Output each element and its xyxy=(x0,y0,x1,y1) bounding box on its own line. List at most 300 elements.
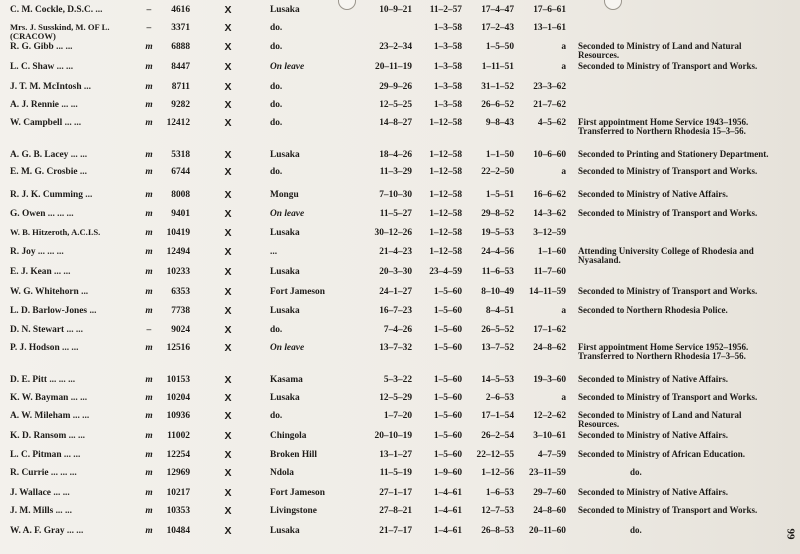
date-of-birth-cell: 20–10–19 xyxy=(374,431,412,441)
mark-cell: X xyxy=(224,117,232,129)
leader-dots: ... xyxy=(89,306,97,316)
table-row xyxy=(0,82,800,102)
date-of-birth-cell: 13–1–27 xyxy=(379,450,412,460)
date-leave-cell: 17–6–61 xyxy=(533,5,566,15)
date-leave-cell: 23–3–62 xyxy=(533,82,566,92)
date-leave-cell: 24–8–62 xyxy=(533,343,566,353)
remarks-cell: Seconded to Northern Rhodesia Police. xyxy=(578,305,728,315)
number-cell: 7738 xyxy=(171,306,190,316)
leader-dots: ... ... ... xyxy=(37,247,64,257)
date-first-appointment-cell: 12–7–53 xyxy=(481,506,514,516)
sex-cell: m xyxy=(145,375,153,385)
name-cell: Mrs. J. Susskind, M. OF L. (CRACOW) xyxy=(10,22,110,41)
remarks-cell: Seconded to Ministry of African Education. xyxy=(578,449,746,459)
date-leave-cell: 29–7–60 xyxy=(533,488,566,498)
number-cell: 11002 xyxy=(167,431,190,441)
number-cell: 6744 xyxy=(171,167,190,177)
sex-cell: m xyxy=(145,393,153,403)
date-leave-cell: a xyxy=(561,393,566,403)
table-row xyxy=(0,450,800,470)
leader-dots: ... ... xyxy=(62,343,79,353)
date-leave-cell: 16–6–62 xyxy=(533,190,566,200)
date-of-birth-cell: 10–9–21 xyxy=(379,5,412,15)
table-row xyxy=(0,5,800,25)
mark-cell: X xyxy=(224,342,232,354)
mark-cell: X xyxy=(224,487,232,499)
number-cell: 8008 xyxy=(171,190,190,200)
table-row xyxy=(0,431,800,451)
remarks-cell: Seconded to Ministry of Transport and Works. xyxy=(578,166,758,176)
date-leave-cell: 3–12–59 xyxy=(533,228,566,238)
date-of-birth-cell: 11–5–19 xyxy=(379,468,412,478)
sex-cell: m xyxy=(145,118,153,128)
leader-dots: ... ... xyxy=(53,488,70,498)
date-cell: 1–5–60 xyxy=(433,411,462,421)
date-cell: 1–3–58 xyxy=(433,100,462,110)
station-cell: Livingstone xyxy=(270,506,317,516)
date-first-appointment-cell: 8–4–51 xyxy=(485,306,514,316)
name-cell: R. J. K. Cumming ... xyxy=(10,190,93,200)
leader-dots: ... ... ... xyxy=(47,209,74,219)
date-leave-cell: 21–7–62 xyxy=(533,100,566,110)
table-row xyxy=(0,306,800,326)
name-cell: R. Currie ... ... ... xyxy=(10,468,77,478)
date-of-birth-cell: 1–7–20 xyxy=(383,411,412,421)
date-first-appointment-cell: 17–4–47 xyxy=(481,5,514,15)
table-row xyxy=(0,118,800,138)
sex-cell: m xyxy=(145,190,153,200)
sex-cell: m xyxy=(145,62,153,72)
number-cell: 12516 xyxy=(166,343,190,353)
name-cell: J. T. M. McIntosh ... xyxy=(10,82,91,92)
number-cell: 3371 xyxy=(171,23,190,33)
name-cell: A. G. B. Lacey ... ... xyxy=(10,150,88,160)
mark-cell: X xyxy=(224,149,232,161)
page-number: 99 xyxy=(784,528,797,540)
date-leave-cell: 4–7–59 xyxy=(537,450,566,460)
date-leave-cell: 10–6–60 xyxy=(533,150,566,160)
station-cell: Lusaka xyxy=(270,306,300,316)
date-cell: 1–12–58 xyxy=(429,167,462,177)
leader-dots: ... ... xyxy=(68,431,86,441)
remarks-cell: First appointment Home Service 1952–1956. Transferred to Northern Rhodesia 17–3–56. xyxy=(578,342,749,362)
name-cell: P. J. Hodson ... ... xyxy=(10,343,79,353)
name-cell: K. W. Bayman ... ... xyxy=(10,393,88,403)
date-of-birth-cell: 12–5–29 xyxy=(379,393,412,403)
date-first-appointment-cell: 26–8–53 xyxy=(481,526,514,536)
station-cell: On leave xyxy=(270,209,305,219)
leader-dots: ... xyxy=(79,167,87,177)
name-cell: L. C. Shaw ... ... xyxy=(10,62,74,72)
date-cell: 1–12–58 xyxy=(429,118,462,128)
date-of-birth-cell: 21–7–17 xyxy=(379,526,412,536)
name-cell: J. M. Mills ... ... xyxy=(10,506,72,516)
date-cell: 1–5–60 xyxy=(433,450,462,460)
mark-cell: X xyxy=(224,392,232,404)
date-first-appointment-cell: 1–11–51 xyxy=(481,62,514,72)
remarks-cell: Seconded to Ministry of Land and Natural Resources. xyxy=(578,41,742,61)
mark-cell: X xyxy=(224,467,232,479)
date-cell: 1–4–61 xyxy=(433,526,462,536)
remarks-cell: Seconded to Ministry of Transport and Works. xyxy=(578,61,758,71)
date-leave-cell: 11–7–60 xyxy=(533,267,566,277)
station-cell: do. xyxy=(270,118,283,128)
date-cell: 1–5–60 xyxy=(433,431,462,441)
date-first-appointment-cell: 1–5–51 xyxy=(485,190,514,200)
date-of-birth-cell: 14–8–27 xyxy=(379,118,412,128)
number-cell: 10353 xyxy=(166,506,190,516)
table-row xyxy=(0,526,800,546)
table-row xyxy=(0,209,800,229)
date-of-birth-cell: 7–4–26 xyxy=(383,325,412,335)
date-of-birth-cell: 12–5–25 xyxy=(379,100,412,110)
sex-cell: m xyxy=(145,506,153,516)
leader-dots: ... ... xyxy=(66,325,83,335)
date-cell: 1–12–58 xyxy=(429,247,462,257)
date-cell: 1–5–60 xyxy=(433,393,462,403)
number-cell: 10233 xyxy=(166,267,190,277)
date-leave-cell: 20–11–60 xyxy=(529,526,566,536)
sex-cell: m xyxy=(145,488,153,498)
date-of-birth-cell: 11–5–27 xyxy=(379,209,412,219)
remarks-cell: Seconded to Ministry of Transport and Works. xyxy=(578,505,758,515)
leader-dots: ... ... ... xyxy=(50,468,77,478)
date-cell: 1–12–58 xyxy=(429,190,462,200)
sex-cell: m xyxy=(145,209,153,219)
date-first-appointment-cell: 14–5–53 xyxy=(481,375,514,385)
station-cell: Fort Jameson xyxy=(270,488,325,498)
number-cell: 8447 xyxy=(171,62,190,72)
sex-cell: m xyxy=(145,468,153,478)
date-leave-cell: 4–5–62 xyxy=(537,118,566,128)
date-of-birth-cell: 27–1–17 xyxy=(379,488,412,498)
number-cell: 12969 xyxy=(166,468,190,478)
date-cell: 1–12–58 xyxy=(429,209,462,219)
mark-cell: X xyxy=(224,410,232,422)
name-cell: E. J. Kean ... ... xyxy=(10,267,71,277)
date-cell: 1–4–61 xyxy=(433,506,462,516)
station-cell: do. xyxy=(270,23,283,33)
station-cell: do. xyxy=(270,100,283,110)
name-cell: J. Wallace ... ... xyxy=(10,488,70,498)
date-first-appointment-cell: 1–5–50 xyxy=(485,42,514,52)
date-of-birth-cell: 29–9–26 xyxy=(379,82,412,92)
date-first-appointment-cell: 26–2–54 xyxy=(481,431,514,441)
table-row xyxy=(0,23,800,43)
remarks-cell: Attending University College of Rhodesia and Nyasaland. xyxy=(578,246,754,266)
date-cell: 11–2–57 xyxy=(429,5,462,15)
date-leave-cell: a xyxy=(561,306,566,316)
station-cell: Lusaka xyxy=(270,526,300,536)
date-first-appointment-cell: 29–8–52 xyxy=(481,209,514,219)
name-cell: W. A. F. Gray ... ... xyxy=(10,526,84,536)
mark-cell: X xyxy=(224,374,232,386)
station-cell: Lusaka xyxy=(270,228,300,238)
date-first-appointment-cell: 17–1–54 xyxy=(481,411,514,421)
sex-cell: m xyxy=(145,343,153,353)
table-row xyxy=(0,343,800,363)
date-cell: 1–5–60 xyxy=(433,325,462,335)
date-of-birth-cell: 20–3–30 xyxy=(379,267,412,277)
mark-cell: X xyxy=(224,166,232,178)
date-cell: 1–5–60 xyxy=(433,343,462,353)
date-of-birth-cell: 13–7–32 xyxy=(379,343,412,353)
mark-cell: X xyxy=(224,189,232,201)
sex-cell: m xyxy=(145,247,153,257)
station-cell: Lusaka xyxy=(270,393,300,403)
leader-dots: ... xyxy=(95,5,103,15)
station-cell: Lusaka xyxy=(270,150,300,160)
number-cell: 10419 xyxy=(166,228,190,238)
date-leave-cell: 13–1–61 xyxy=(533,23,566,33)
date-first-appointment-cell: 1–1–50 xyxy=(485,150,514,160)
date-first-appointment-cell: 2–6–53 xyxy=(485,393,514,403)
date-first-appointment-cell: 22–2–50 xyxy=(481,167,514,177)
date-leave-cell: 3–10–61 xyxy=(533,431,566,441)
date-cell: 1–3–58 xyxy=(433,82,462,92)
name-cell: K. D. Ransom ... ... xyxy=(10,431,86,441)
mark-cell: X xyxy=(224,324,232,336)
number-cell: 9401 xyxy=(171,209,190,219)
number-cell: 10217 xyxy=(166,488,190,498)
sex-cell: – xyxy=(146,325,152,335)
name-cell: R. Joy ... ... ... xyxy=(10,247,64,257)
leader-dots: ... ... xyxy=(66,526,84,536)
date-first-appointment-cell: 13–7–52 xyxy=(481,343,514,353)
name-cell: L. D. Barlow-Jones ... xyxy=(10,306,97,316)
sex-cell: m xyxy=(145,306,153,316)
leader-dots: ... ... xyxy=(63,450,81,460)
date-first-appointment-cell: 17–2–43 xyxy=(481,23,514,33)
number-cell: 5318 xyxy=(171,150,190,160)
leader-dots: ... ... xyxy=(56,42,73,52)
date-of-birth-cell: 11–3–29 xyxy=(379,167,412,177)
number-cell: 10484 xyxy=(166,526,190,536)
number-cell: 9024 xyxy=(171,325,190,335)
date-leave-cell: 1–1–60 xyxy=(537,247,566,257)
date-leave-cell: 14–3–62 xyxy=(533,209,566,219)
number-cell: 12254 xyxy=(166,450,190,460)
station-cell: do. xyxy=(270,411,283,421)
station-cell: do. xyxy=(270,325,283,335)
date-cell: 1–4–61 xyxy=(433,488,462,498)
sex-cell: m xyxy=(145,42,153,52)
date-leave-cell: 12–2–62 xyxy=(533,411,566,421)
sex-cell: m xyxy=(145,450,153,460)
mark-cell: X xyxy=(224,449,232,461)
date-leave-cell: a xyxy=(561,42,566,52)
remarks-cell: Seconded to Printing and Stationery Department. xyxy=(578,149,769,159)
table-row xyxy=(0,267,800,287)
remarks-cell: Seconded to Ministry of Transport and Works. xyxy=(578,286,758,296)
mark-cell: X xyxy=(224,4,232,16)
number-cell: 4616 xyxy=(171,5,190,15)
date-of-birth-cell: 7–10–30 xyxy=(379,190,412,200)
mark-cell: X xyxy=(224,41,232,53)
date-first-appointment-cell: 24–4–56 xyxy=(481,247,514,257)
mark-cell: X xyxy=(224,227,232,239)
date-cell: 23–4–59 xyxy=(429,267,462,277)
remarks-cell: Seconded to Ministry of Transport and Works. xyxy=(578,392,758,402)
date-of-birth-cell: 21–4–23 xyxy=(379,247,412,257)
name-cell: E. M. G. Crosbie ... xyxy=(10,167,87,177)
sex-cell: – xyxy=(146,23,152,33)
date-cell: 1–5–60 xyxy=(433,375,462,385)
name-cell: W. G. Whitehorn ... xyxy=(10,287,89,297)
number-cell: 12412 xyxy=(166,118,190,128)
mark-cell: X xyxy=(224,305,232,317)
leader-dots: ... ... xyxy=(70,150,88,160)
leader-dots: ... ... ... xyxy=(49,375,76,385)
date-cell: 1–12–58 xyxy=(429,150,462,160)
name-cell: A. J. Rennie ... ... xyxy=(10,100,78,110)
date-leave-cell: 17–1–62 xyxy=(533,325,566,335)
number-cell: 10936 xyxy=(166,411,190,421)
remarks-cell: Seconded to Ministry of Native Affairs. xyxy=(578,374,728,384)
sex-cell: m xyxy=(145,167,153,177)
date-cell: 1–3–58 xyxy=(433,23,462,33)
mark-cell: X xyxy=(224,246,232,258)
station-cell: ... xyxy=(270,247,278,257)
sex-cell: – xyxy=(146,5,152,15)
date-leave-cell: a xyxy=(561,167,566,177)
remarks-cell: Seconded to Ministry of Native Affairs. xyxy=(578,487,728,497)
sex-cell: m xyxy=(145,82,153,92)
name-cell: D. E. Pitt ... ... ... xyxy=(10,375,76,385)
date-of-birth-cell: 30–12–26 xyxy=(374,228,412,238)
table-row xyxy=(0,411,800,431)
name-cell: A. W. Mileham ... ... xyxy=(10,411,90,421)
date-cell: 1–12–58 xyxy=(429,228,462,238)
remarks-cell: Seconded to Ministry of Transport and Works. xyxy=(578,208,758,218)
date-leave-cell: a xyxy=(561,62,566,72)
station-cell: do. xyxy=(270,42,283,52)
date-leave-cell: 14–11–59 xyxy=(529,287,566,297)
mark-cell: X xyxy=(224,505,232,517)
name-cell: L. C. Pitman ... ... xyxy=(10,450,81,460)
name-cell: G. Owen ... ... ... xyxy=(10,209,74,219)
leader-dots: ... xyxy=(81,287,89,297)
table-row xyxy=(0,287,800,307)
leader-dots: ... ... xyxy=(70,393,88,403)
station-cell: do. xyxy=(270,82,283,92)
date-of-birth-cell: 18–4–26 xyxy=(379,150,412,160)
station-cell: Mongu xyxy=(270,190,299,200)
name-cell: W. B. Hitzeroth, A.C.I.S. xyxy=(10,227,101,237)
date-of-birth-cell: 16–7–23 xyxy=(379,306,412,316)
date-of-birth-cell: 23–2–34 xyxy=(379,42,412,52)
date-cell: 1–5–60 xyxy=(433,306,462,316)
date-leave-cell: 24–8–60 xyxy=(533,506,566,516)
date-cell: 1–3–58 xyxy=(433,62,462,72)
table-row xyxy=(0,62,800,82)
date-cell: 1–5–60 xyxy=(433,287,462,297)
date-leave-cell: 23–11–59 xyxy=(529,468,566,478)
station-cell: Lusaka xyxy=(270,5,300,15)
sex-cell: m xyxy=(145,150,153,160)
mark-cell: X xyxy=(224,81,232,93)
mark-cell: X xyxy=(224,208,232,220)
mark-cell: X xyxy=(224,61,232,73)
table-row xyxy=(0,468,800,488)
sex-cell: m xyxy=(145,100,153,110)
station-cell: On leave xyxy=(270,62,305,72)
station-cell: Lusaka xyxy=(270,267,300,277)
date-leave-cell: 19–3–60 xyxy=(533,375,566,385)
remarks-cell: Seconded to Ministry of Native Affairs. xyxy=(578,189,728,199)
sex-cell: m xyxy=(145,526,153,536)
leader-dots: ... xyxy=(85,190,93,200)
date-of-birth-cell: 5–3–22 xyxy=(383,375,412,385)
leader-dots: ... ... xyxy=(61,100,78,110)
station-cell: Kasama xyxy=(270,375,303,385)
table-row xyxy=(0,247,800,267)
leader-dots: ... ... xyxy=(72,411,90,421)
table-row xyxy=(0,42,800,62)
sex-cell: m xyxy=(145,267,153,277)
number-cell: 6353 xyxy=(171,287,190,297)
leader-dots: ... ... xyxy=(55,506,72,516)
date-first-appointment-cell: 1–6–53 xyxy=(485,488,514,498)
leader-dots: ... ... xyxy=(64,118,82,128)
date-first-appointment-cell: 1–12–56 xyxy=(481,468,514,478)
date-first-appointment-cell: 31–1–52 xyxy=(481,82,514,92)
number-cell: 8711 xyxy=(171,82,190,92)
name-cell: R. G. Gibb ... ... xyxy=(10,42,73,52)
mark-cell: X xyxy=(224,286,232,298)
remarks-cell: Seconded to Ministry of Land and Natural Resources. xyxy=(578,410,742,430)
number-cell: 12494 xyxy=(166,247,190,257)
date-first-appointment-cell: 26–6–52 xyxy=(481,100,514,110)
remarks-cell: First appointment Home Service 1943–1956. Transferred to Northern Rhodesia 15–3–56. xyxy=(578,117,749,137)
date-first-appointment-cell: 8–10–49 xyxy=(481,287,514,297)
station-cell: do. xyxy=(270,167,283,177)
mark-cell: X xyxy=(224,22,232,34)
date-of-birth-cell: 24–1–27 xyxy=(379,287,412,297)
number-cell: 10153 xyxy=(166,375,190,385)
remarks-cell: Seconded to Ministry of Native Affairs. xyxy=(578,430,728,440)
date-first-appointment-cell: 19–5–53 xyxy=(481,228,514,238)
leader-dots: ... ... xyxy=(56,62,74,72)
date-first-appointment-cell: 9–8–43 xyxy=(485,118,514,128)
number-cell: 9282 xyxy=(171,100,190,110)
number-cell: 10204 xyxy=(166,393,190,403)
name-cell: D. N. Stewart ... ... xyxy=(10,325,83,335)
date-first-appointment-cell: 26–5–52 xyxy=(481,325,514,335)
date-first-appointment-cell: 11–6–53 xyxy=(481,267,514,277)
station-cell: On leave xyxy=(270,343,305,353)
sex-cell: m xyxy=(145,411,153,421)
mark-cell: X xyxy=(224,430,232,442)
name-cell: W. Campbell ... ... xyxy=(10,118,82,128)
number-cell: 6888 xyxy=(171,42,190,52)
mark-cell: X xyxy=(224,525,232,537)
remarks-cell: do. xyxy=(630,467,642,477)
station-cell: Ndola xyxy=(270,468,294,478)
station-cell: Chingola xyxy=(270,431,307,441)
mark-cell: X xyxy=(224,99,232,111)
table-row xyxy=(0,190,800,210)
leader-dots: ... ... xyxy=(54,267,71,277)
table-row xyxy=(0,506,800,526)
leader-dots: ... xyxy=(83,82,91,92)
date-first-appointment-cell: 22–12–55 xyxy=(476,450,514,460)
sex-cell: m xyxy=(145,431,153,441)
sex-cell: m xyxy=(145,228,153,238)
sex-cell: m xyxy=(145,287,153,297)
table-row xyxy=(0,167,800,187)
station-cell: Fort Jameson xyxy=(270,287,325,297)
